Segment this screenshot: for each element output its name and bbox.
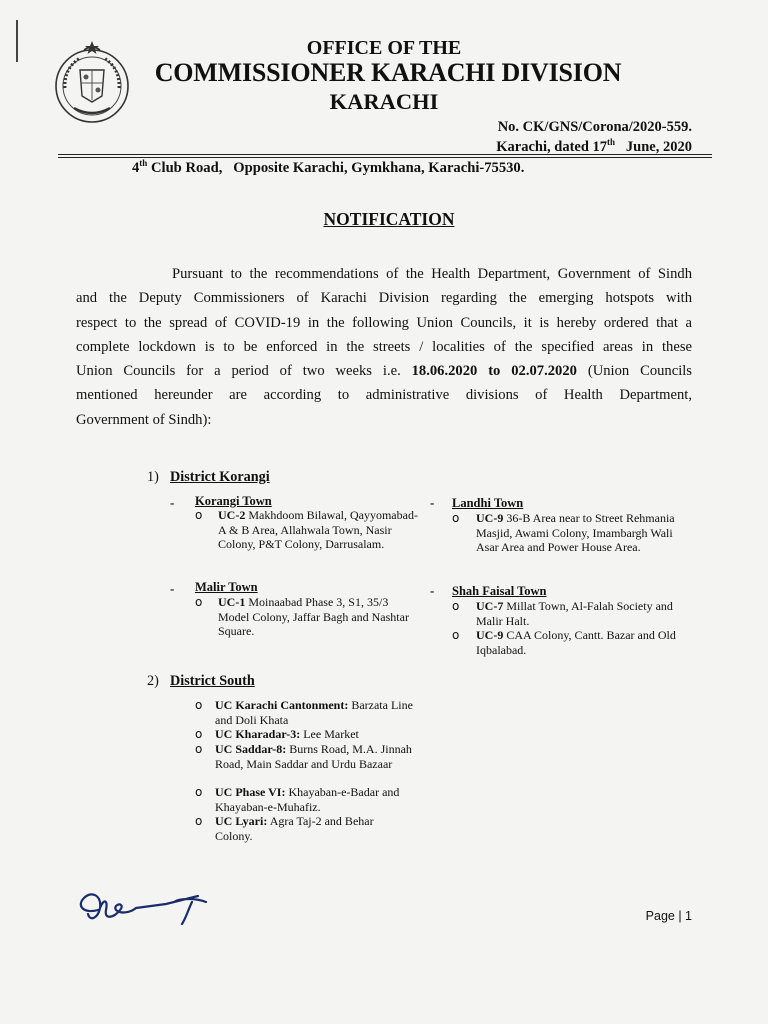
address-sup: th [139, 158, 148, 168]
body-line-3: respect to the spread of COVID-19 in the following Union Councils, it is hereby ordered that a [76, 314, 692, 331]
uc-label: UC Kharadar-3: [215, 727, 301, 741]
bullet: o [452, 511, 460, 525]
header-rule-top [58, 154, 712, 155]
bullet: o [195, 508, 203, 522]
notification-title: NOTIFICATION [323, 209, 455, 229]
date-prefix: Karachi, dated 17 [496, 138, 608, 155]
uc-areas: Lee Market [303, 727, 359, 741]
bullet: o [452, 599, 460, 613]
commissioner-heading: COMMISSIONER KARACHI DIVISION [154, 58, 622, 87]
date-sup: th [607, 137, 616, 147]
bullet: o [195, 698, 203, 712]
uc-areas: Burns Road, M.A. Jinnah Road, Main Saddar and Urdu Bazaar [215, 742, 412, 771]
address-number: 4 [132, 159, 140, 176]
uc-entry [215, 727, 429, 742]
body-line-7: Government of Sindh): [76, 411, 212, 428]
office-of-the-heading: OFFICE OF THE [306, 37, 462, 59]
district-1-number: 1) [147, 469, 159, 485]
reference-number: No. CK/GNS/Corona/2020-559. [497, 119, 692, 135]
uc-entry [215, 785, 429, 814]
office-address [132, 158, 524, 177]
uc-areas: Agra Taj-2 and Behar Colony. [215, 814, 374, 843]
signature [70, 880, 230, 930]
bullet: o [195, 742, 203, 756]
uc-areas: Barzata Line and Doli Khata [215, 698, 413, 727]
uc-entry [218, 508, 418, 552]
lockdown-period: 18.06.2020 to 02.07.2020 [411, 363, 577, 380]
notification-body [76, 262, 692, 432]
uc-entry [215, 814, 405, 843]
uc-label: UC Phase VI: [215, 785, 286, 799]
dash-shah-faisal-town: - [430, 583, 435, 598]
district-2-number: 2) [147, 673, 159, 689]
uc-label: UC-9 [476, 511, 504, 525]
page-number: Page | 1 [645, 909, 692, 923]
uc-areas: 36-B Area near to Street Rehmania Masjid, Awami Colony, Imambargh Wali Asar Area and Power House Area. [476, 511, 675, 555]
uc-label: UC Lyari: [215, 814, 268, 828]
town-shah-faisal: Shah Faisal Town [452, 584, 547, 598]
date-line [496, 137, 692, 156]
date-suffix: June, 2020 [625, 138, 692, 155]
district-1-name: District Korangi [170, 469, 270, 485]
uc-entry [476, 511, 690, 555]
body-line-6: mentioned hereunder are according to administrative divisions of Health Department, [76, 387, 692, 404]
body-line-2: and the Deputy Commissioners of Karachi Division regarding the emerging hotspots with [76, 290, 692, 307]
bullet: o [195, 814, 203, 828]
uc-label: UC-1 [218, 595, 246, 609]
uc-label: UC-9 [476, 628, 504, 642]
dash-malir-town: - [170, 581, 175, 596]
dash-landhi-town: - [430, 495, 435, 510]
city-heading: KARACHI [329, 89, 439, 114]
district-2-name: District South [170, 673, 255, 689]
uc-entry [476, 599, 688, 628]
uc-label: UC Saddar-8: [215, 742, 287, 756]
uc-label: UC-2 [218, 508, 246, 522]
dash-korangi-town: - [170, 495, 175, 510]
address-text: Club Road, Opposite Karachi, Gymkhana, Karachi-75530. [150, 159, 525, 176]
body-line-5-end: (Union Councils [587, 363, 692, 380]
uc-areas: CAA Colony, Cantt. Bazar and Old Iqbalabad. [476, 628, 676, 657]
bullet: o [195, 785, 203, 799]
uc-label: UC Karachi Cantonment: [215, 698, 349, 712]
uc-label: UC-7 [476, 599, 504, 613]
uc-entry [218, 595, 420, 639]
body-line-4: complete lockdown is to be enforced in the streets / localities of the specified areas in these [76, 338, 692, 355]
uc-areas: Moinaabad Phase 3, S1, 35/3 Model Colony, Jaffar Bagh and Nashtar Square. [218, 595, 409, 639]
bullet: o [195, 727, 203, 741]
town-landhi: Landhi Town [452, 496, 524, 510]
bullet: o [195, 595, 203, 609]
uc-entry [215, 742, 415, 771]
town-malir: Malir Town [195, 580, 258, 594]
uc-entry [215, 698, 429, 727]
uc-areas: Khayaban-e-Badar and Khayaban-e-Muhafiz. [215, 785, 400, 814]
town-korangi: Korangi Town [195, 494, 272, 508]
body-line-1: Pursuant to the recommendations of the Health Department, Government of Sindh [172, 266, 692, 282]
uc-areas: Makhdoom Bilawal, Qayyomabad-A & B Area, Allahwala Town, Nasir Colony, P&T Colony, Darrusalam. [218, 508, 418, 552]
uc-areas: Millat Town, Al-Falah Society and Malir Halt. [476, 599, 673, 628]
body-line-5 [76, 359, 692, 383]
bullet: o [452, 628, 460, 642]
body-line-5-start: Union Councils for a period of two weeks i.e. [76, 363, 401, 380]
uc-entry [476, 628, 688, 657]
